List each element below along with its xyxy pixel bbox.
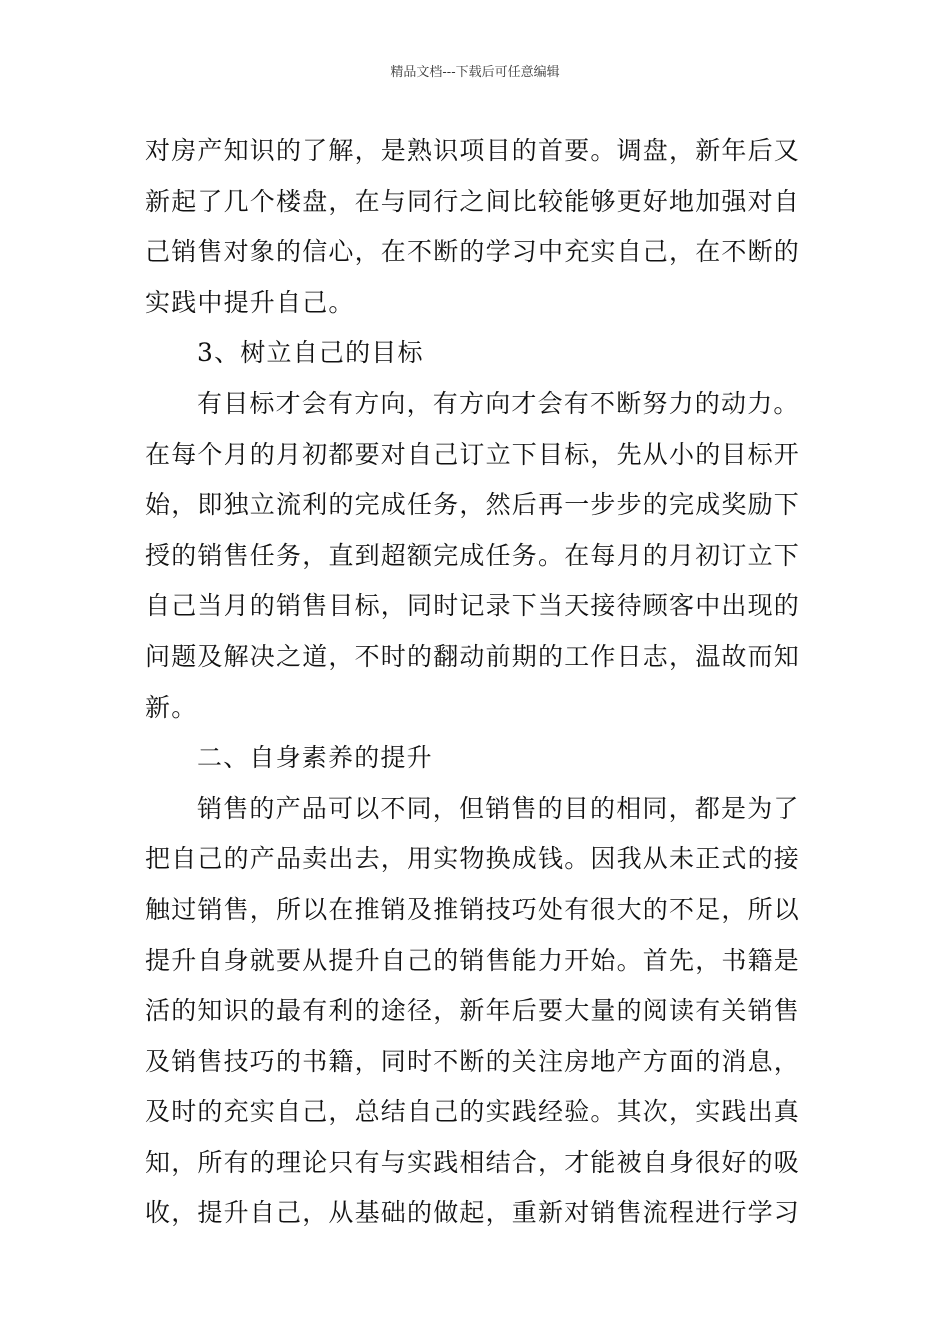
section-heading: 二、自身素养的提升	[197, 743, 433, 773]
text-line: 授的销售任务，直到超额完成任务。在每月的月初订立下	[145, 540, 801, 570]
text-line: 始，即独立流利的完成任务，然后再一步步的完成奖励下	[145, 490, 801, 520]
text-line: 在每个月的月初都要对自己订立下目标，先从小的目标开	[145, 439, 801, 469]
text-line: 提升自身就要从提升自己的销售能力开始。首先，书籍是	[145, 945, 801, 975]
text-line: 实践中提升自己。	[145, 287, 355, 317]
text-line: 知，所有的理论只有与实践相结合，才能被自身很好的吸	[145, 1147, 801, 1177]
text-line: 把自己的产品卖出去，用实物换成钱。因我从未正式的接	[145, 844, 801, 874]
text-line: 及时的充实自己，总结自己的实践经验。其次，实践出真	[145, 1097, 801, 1127]
section-heading: 3、树立自己的目标	[197, 338, 424, 368]
text-line: 收，提升自己，从基础的做起，重新对销售流程进行学习	[145, 1198, 801, 1228]
text-line: 及销售技巧的书籍，同时不断的关注房地产方面的消息，	[145, 1046, 801, 1076]
text-line: 新。	[145, 692, 198, 722]
text-line: 有目标才会有方向，有方向才会有不断努力的动力。	[197, 388, 800, 418]
body-text	[145, 126, 810, 1239]
text-line: 己销售对象的信心，在不断的学习中充实自己，在不断的	[145, 237, 801, 267]
text-line: 新起了几个楼盘，在与同行之间比较能够更好地加强对自	[145, 186, 801, 216]
text-line: 触过销售，所以在推销及推销技巧处有很大的不足，所以	[145, 894, 801, 924]
text-line: 自己当月的销售目标，同时记录下当天接待顾客中出现的	[145, 591, 801, 621]
text-line: 销售的产品可以不同，但销售的目的相同，都是为了	[197, 793, 800, 823]
text-line: 对房产知识的了解，是熟识项目的首要。调盘，新年后又	[145, 136, 801, 165]
page-header: 精品文档---下载后可任意编辑	[390, 65, 560, 80]
text-line: 问题及解决之道，不时的翻动前期的工作日志，温故而知	[145, 641, 801, 671]
text-line: 活的知识的最有利的途径，新年后要大量的阅读有关销售	[145, 996, 801, 1026]
